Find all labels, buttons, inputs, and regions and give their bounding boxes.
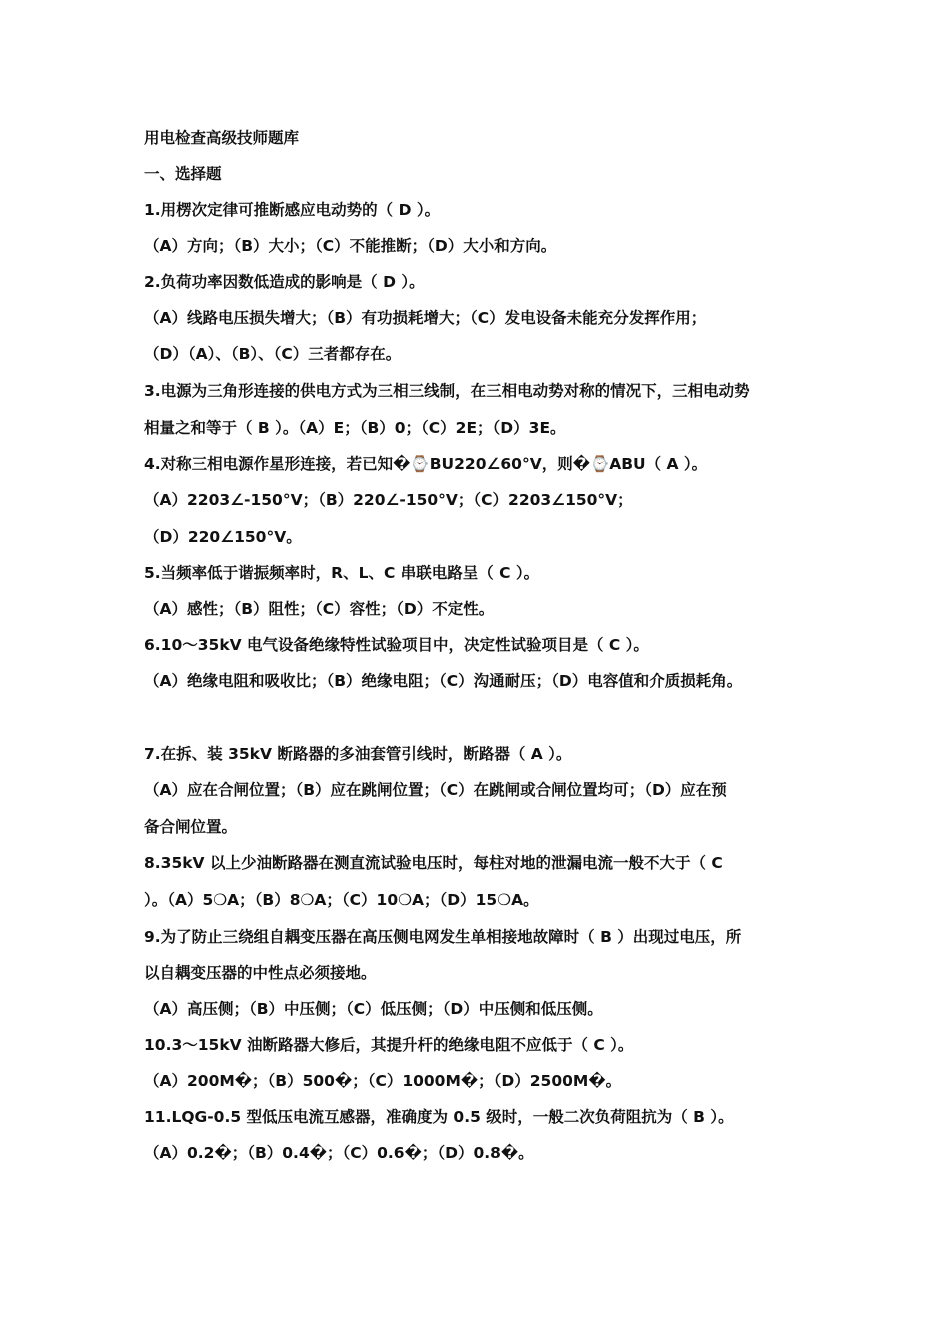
question-line: 以自耦变压器的中性点必须接地。 (144, 964, 377, 982)
question-line: 9.为了防止三绕组自耦变压器在高压侧电网发生单相接地故障时（ B ）出现过电压，所 (144, 928, 742, 946)
document-title: 用电检查高级技师题库 (144, 129, 300, 147)
question-line: 5.当频率低于谐振频率时，R、L、C 串联电路呈（ C ）。 (144, 564, 540, 582)
options-line: （D）220∠150°V。 (144, 528, 302, 546)
options-line: （A）方向；（B）大小；（C）不能推断；（D）大小和方向。 (144, 237, 557, 255)
question-line: 6.10～35kV 电气设备绝缘特性试验项目中，决定性试验项目是（ C ）。 (144, 636, 649, 654)
options-line: 备合闸位置。 (144, 818, 238, 836)
question-line: 4.对称三相电源作星形连接，若已知�⌚BU220∠60°V，则�⌚ABU（ A ）。 (144, 455, 708, 473)
options-line: （A）2203∠-150°V；（B）220∠-150°V；（C）2203∠150°V； (144, 491, 633, 509)
options-line: （A）高压侧；（B）中压侧；（C）低压侧；（D）中压侧和低压侧。 (144, 1000, 603, 1018)
options-line: （A）感性；（B）阻性；（C）容性；（D）不定性。 (144, 600, 495, 618)
options-line: （A）线路电压损失增大；（B）有功损耗增大；（C）发电设备未能充分发挥作用； (144, 309, 707, 327)
options-line: ）。（A）5❍A；（B）8❍A；（C）10❍A；（D）15❍A。 (144, 891, 539, 909)
options-line: （A）应在合闸位置；（B）应在跳闸位置；（C）在跳闸或合闸位置均可；（D）应在预 (144, 781, 727, 799)
question-line: 11.LQG-0.5 型低压电流互感器，准确度为 0.5 级时，一般二次负荷阻抗为（ B ）。 (144, 1108, 734, 1126)
question-line: 1.用楞次定律可推断感应电动势的（ D ）。 (144, 201, 441, 219)
options-line: （A）200M�；（B）500�；（C）1000M�；（D）2500M�。 (144, 1072, 622, 1090)
section-heading: 一、选择题 (144, 165, 222, 183)
question-line: 3.电源为三角形连接的供电方式为三相三线制，在三相电动势对称的情况下，三相电动势 (144, 382, 750, 400)
question-line: 10.3～15kV 油断路器大修后，其提升杆的绝缘电阻不应低于（ C ）。 (144, 1036, 634, 1054)
question-line: 8.35kV 以上少油断路器在测直流试验电压时，每柱对地的泄漏电流一般不大于（ C (144, 854, 723, 872)
options-line: （A）0.2�；（B）0.4�；（C）0.6�；（D）0.8�。 (144, 1144, 534, 1162)
options-line: （A）绝缘电阻和吸收比；（B）绝缘电阻；（C）沟通耐压；（D）电容值和介质损耗角。 (144, 672, 743, 690)
question-line: 相量之和等于（ B ）。（A）E；（B）0；（C）2E；（D）3E。 (144, 419, 566, 437)
options-line: （D）（A）、（B）、（C）三者都存在。 (144, 345, 402, 363)
question-line: 7.在拆、装 35kV 断路器的多油套管引线时，断路器（ A ）。 (144, 745, 572, 763)
question-line: 2.负荷功率因数低造成的影响是（ D ）。 (144, 273, 425, 291)
